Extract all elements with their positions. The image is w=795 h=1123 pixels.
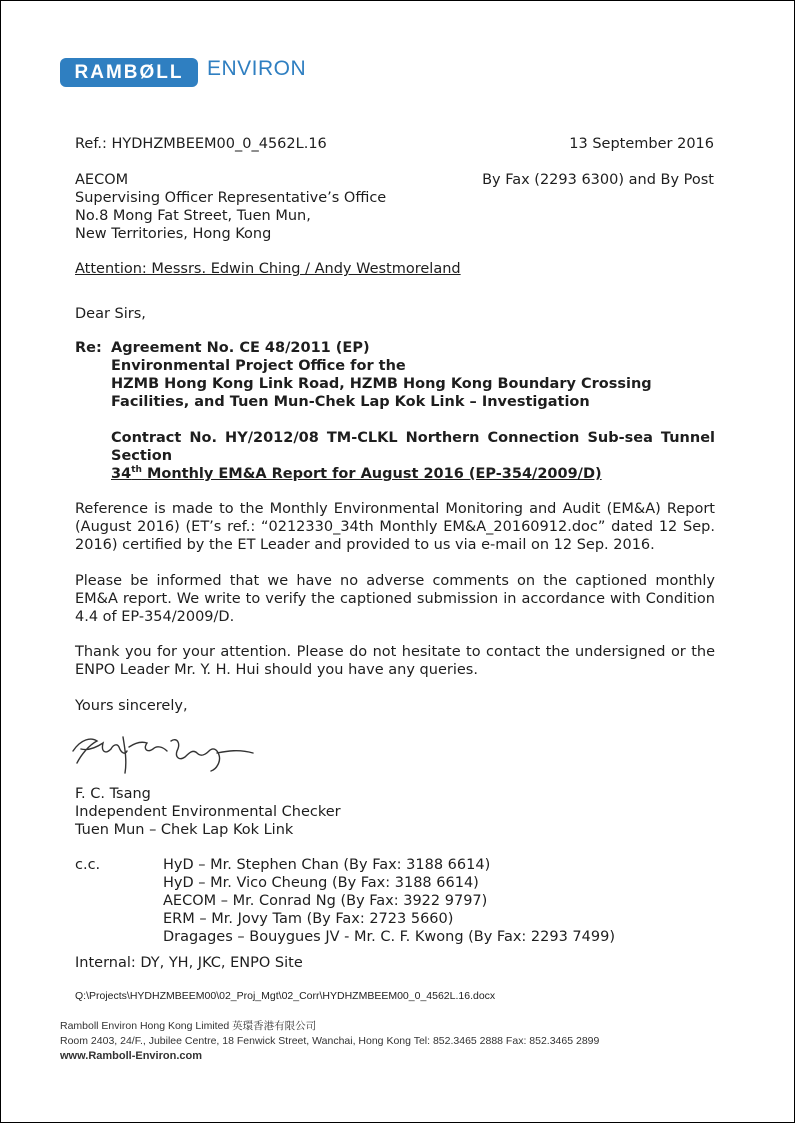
cc-item: ERM – Mr. Jovy Tam (By Fax: 2723 5660) [163,911,454,927]
reference-number: Ref.: HYDHZMBEEM00_0_4562L.16 [75,136,327,152]
signer-name: F. C. Tsang [75,786,151,802]
recipient-line: AECOM [75,172,129,188]
internal-distribution: Internal: DY, YH, JKC, ENPO Site [75,955,303,971]
cc-item: HyD – Mr. Vico Cheung (By Fax: 3188 6614) [163,875,479,891]
subject-line: Facilities, and Tuen Mun-Chek Lap Kok Link – Investigation [111,394,590,410]
attention-line: Attention: Messrs. Edwin Ching / Andy Westmoreland [75,261,461,277]
recipient-address [75,171,386,243]
signer-title: Independent Environmental Checker [75,804,341,820]
cc-item: HyD – Mr. Stephen Chan (By Fax: 3188 6614) [163,857,491,873]
body-paragraph: Please be informed that we have no adverse comments on the captioned monthly EM&A report. We write to verify the captioned submission in accordance with Condition 4.4 of EP-354/2009/D. [75,573,715,625]
signature-image [67,729,257,777]
delivery-method: By Fax (2293 6300) and By Post [482,172,714,188]
recipient-line: Supervising Officer Representative’s Office [75,190,387,206]
footer-company: Ramboll Environ Hong Kong Limited 英環香港有限公司 [60,1020,317,1032]
cc-item: AECOM – Mr. Conrad Ng (By Fax: 3922 9797) [163,893,488,909]
subject-line: Agreement No. CE 48/2011 (EP) [111,340,370,356]
recipient-line: No.8 Mong Fat Street, Tuen Mun, [75,208,311,224]
report-title: 34th Monthly EM&A Report for August 2016 (EP-354/2009/D) [111,465,602,482]
closing: Yours sincerely, [75,698,188,714]
subject-line: Environmental Project Office for the [111,358,406,374]
contract-title: Contract No. HY/2012/08 TM-CLKL Northern Connection Sub-sea Tunnel Section [111,430,715,464]
cc-label: c.c. [75,857,101,873]
subject-label: Re: [75,340,102,356]
recipient-line: New Territories, Hong Kong [75,226,272,242]
subject-line: HZMB Hong Kong Link Road, HZMB Hong Kong Boundary Crossing [111,376,652,392]
ramboll-logo: RAMBØLL [60,58,198,87]
environ-logo-text: ENVIRON [207,57,307,80]
salutation: Dear Sirs, [75,306,146,322]
signer-project: Tuen Mun – Chek Lap Kok Link [75,822,294,838]
cc-list [163,856,615,946]
signer-block [75,785,341,839]
body-paragraph: Thank you for your attention. Please do not hesitate to contact the undersigned or the ENPO Leader Mr. Y. H. Hui should you have any queries. [75,644,715,678]
letter-date: 13 September 2016 [569,136,714,152]
footer-address: Room 2403, 24/F., Jubilee Centre, 18 Fenwick Street, Wanchai, Hong Kong Tel: 852.3465 2888 Fax: 852.3465 2899 [60,1035,600,1047]
body-paragraph: Reference is made to the Monthly Environmental Monitoring and Audit (EM&A) Report (August 2016) (ET’s ref.: “0212330_34th Monthly EM&A_20160912.doc” dated 12 Sep. 2016) certified by the ET Leader and provided to us via e-mail on 12 Sep. 2016. [75,501,715,553]
file-path: Q:\Projects\HYDHZMBEEM00\02_Proj_Mgt\02_Corr\HYDHZMBEEM00_0_4562L.16.docx [75,990,496,1002]
footer-website[interactable]: www.Ramboll-Environ.com [60,1050,202,1062]
cc-item: Dragages – Bouygues JV - Mr. C. F. Kwong (By Fax: 2293 7499) [163,929,615,945]
